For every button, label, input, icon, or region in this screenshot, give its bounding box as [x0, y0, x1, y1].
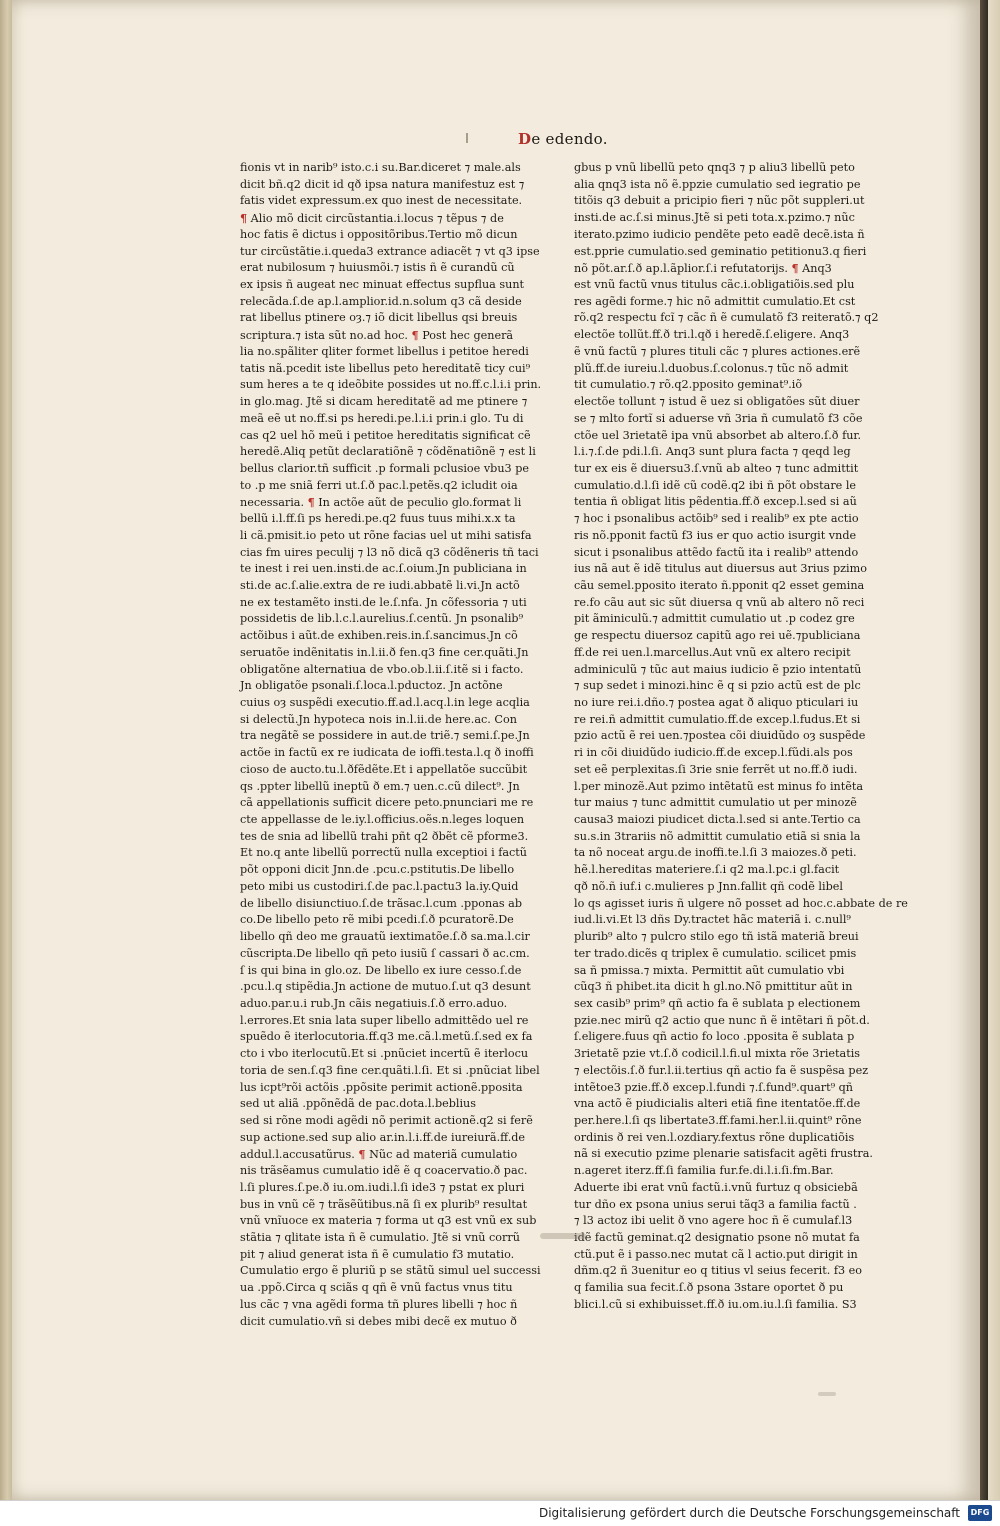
text-line: tatis nã.pcedit iste libellus peto hereditatẽ ticy cui⁹ [240, 361, 531, 375]
text-line: lus cãc ⁊ vna agẽdi forma tñ plures libelli ⁊ hoc ñ [240, 1297, 518, 1311]
text-line: dicit cumulatio.vñ si debes mibi decẽ ex mutuo ð [240, 1314, 517, 1328]
text-line: sti.de ac.ſ.alie.extra de re iudi.abbatẽ li.vi.Jn actõ [240, 578, 520, 592]
text-line: libello qñ deo me grauatũ iextimatõe.ſ.ð sa.ma.l.cir [240, 930, 530, 944]
text-line: rat libellus ptinere oȝ.⁊ iõ dicit libellus qsi breuis [240, 311, 518, 325]
text-line: sed ut aliã .ppõnẽdã de pac.dota.l.beblius [240, 1097, 477, 1111]
left-text-column [240, 160, 542, 1330]
text-line: fatis videt expressum.ex quo inest de necessitate. [240, 194, 523, 208]
text-line: aduo.par.u.i rub.Jn cãis negatiuis.ſ.ð erro.aduo. [240, 996, 508, 1010]
text-line: ri in cõi diuidũdo iudicio.ff.de excep.l.fũdi.als pos [574, 746, 853, 760]
text-line: l.per minozẽ.Aut pzimo intẽtatũ est minus fo intẽta [574, 779, 864, 793]
text-line: plũ.ff.de iureiu.l.duobus.ſ.colonus.⁊ tũc nõ admit [574, 361, 849, 375]
text-line: tur maius ⁊ tunc admittit cumulatio ut per minozẽ [574, 796, 857, 810]
text-line: seruatõe indẽnitatis in.l.ii.ð fen.q3 fine cer.quãti.Jn [240, 645, 529, 659]
text-line: se ⁊ mlto fortĩ si aduerse vñ 3ria ñ cumulatõ f3 cõe [574, 411, 863, 425]
dfg-logo-icon: DFG [968, 1505, 992, 1521]
text-line: ⁊ l3 actoz ibi uelit ð vno agere hoc ñ ẽ cumulaf.l3 [574, 1214, 853, 1228]
text-line: lo qs agisset iuris ñ ulgere nõ posset ad hoc.c.abbate de re [574, 896, 908, 910]
text-line: tit cumulatio.⁊ rõ.q2.pposito geminat⁹.iõ [574, 378, 803, 392]
text-line: ẽ vnũ factũ ⁊ plures tituli cãc ⁊ plures actiones.erẽ [574, 344, 861, 358]
text-line: sex casib⁹ prim⁹ qñ actio fa ẽ sublata p electionem [574, 996, 861, 1010]
text-line: per.here.l.ſi qs libertate3.ff.fami.her.l.ii.quint⁹ rõne [574, 1113, 862, 1127]
text-line: l.ſi plures.ſ.pe.ð iu.om.iudi.l.ſi ide3 ⁊ pstat ex pluri [240, 1180, 525, 1194]
text-line: su.s.in 3trariis nõ admittit cumulatio etiã si snia la [574, 829, 861, 843]
text-line: Cumulatio ergo ẽ pluriũ p se stãtũ simul uel successi [240, 1264, 541, 1278]
text-line: tur ex eis ẽ diuersu3.ſ.vnũ ab alteo ⁊ tunc admittit [574, 461, 859, 475]
text-line: toria de sen.ſ.q3 fine cer.quãti.l.ſi. Et si .pnũciat libel [240, 1063, 540, 1077]
text-line: obligatõne alternatiua de vbo.ob.l.ii.ſ.itẽ si i facto. [240, 662, 524, 676]
text-line: Et no.q ante libellũ porrectũ nulla exceptioi i factũ [240, 846, 528, 860]
text-line: plurib⁹ alto ⁊ pulcro stilo ego tñ istã materiã breui [574, 930, 859, 944]
text-line: tur circũstãtie.i.queda3 extrance adiacẽt ⁊ vt q3 ipse [240, 244, 540, 258]
text-line: qð nõ.ñ iuf.i c.mulieres p Jnn.fallit qñ codẽ libel [574, 879, 843, 893]
paragraph-mark-icon: ¶ [307, 495, 315, 510]
text-line: pzio actũ ẽ rei uen.⁊postea cõi diuidũdo oȝ suspẽde [574, 729, 866, 743]
text-line: lus icpt⁹rõi actõis .ppõsite perimit actionẽ.pposita [240, 1080, 523, 1094]
text-line: bus in vnũ cẽ ⁊ trãsẽũtibus.nã ſi ex plurib⁹ resultat [240, 1197, 528, 1211]
text-line: nis trãsẽamus cumulatio idẽ ẽ q coacervatio.ð pac. [240, 1164, 528, 1178]
text-line: blici.l.cũ si exhibuisset.ff.ð iu.om.iu.l.ſi familia. S3 [574, 1297, 857, 1311]
paragraph-mark-icon: ¶ [358, 1147, 366, 1162]
text-line: .pcu.l.q stipẽdia.Jn actione de mutuo.ſ.ut q3 desunt [240, 980, 531, 994]
text-line: res agẽdi forme.⁊ hic nõ admittit cumulatio.Et cst [574, 294, 856, 308]
text-line: idẽ factũ geminat.q2 designatio psone nõ mutat fa [574, 1231, 860, 1244]
margin-mark [466, 133, 468, 143]
text-line: tur dño ex psona unius serui tãq3 a familia factũ . [574, 1197, 857, 1211]
text-line: set eẽ perplexitas.ſi 3rie snie ferrẽt ut no.ff.ð iudi. [574, 762, 858, 776]
text-line: titõis q3 debuit a pricipio fieri ⁊ nũc põt suppleri.ut [574, 194, 865, 208]
text-line: co.De libello peto rẽ mibi pcedi.ſ.ð pcuratorẽ.De [240, 913, 514, 927]
text-line: iterato.pzimo iudicio pendẽte peto eadẽ decẽ.ista ñ [574, 227, 865, 241]
text-line: cioso de aucto.tu.l.ðfẽdẽte.Et i appellatõe succũbit [240, 762, 528, 776]
text-line: dicit bñ.q2 dicit id qð ipsa natura manifestuz est ⁊ [240, 177, 525, 191]
text-line: hẽ.l.hereditas materiere.ſ.i q2 ma.l.pc.i gl.facit [574, 863, 840, 877]
text-line: ex ipsis ñ augeat nec minuat effectus supflua sunt [240, 278, 525, 292]
text-line: ſ.eligere.fuus qñ actio fo loco .pposita ẽ sublata p [574, 1030, 855, 1044]
text-line: hoc fatis ẽ dictus i oppositõribus.Tertio mõ dicun [240, 227, 518, 241]
viewer-footer [0, 1500, 1000, 1526]
text-line: iud.li.vi.Et l3 dñs Dy.tractet hãc materiã i. c.null⁹ [574, 913, 851, 927]
text-line: ge respectu diuersoz capitũ ago rei uẽ.⁊publiciana [574, 629, 861, 643]
text-line: pit ãminiculũ.⁊ admittit cumulatio ut .p codez gre [574, 612, 855, 626]
text-line: re.fo cãu aut sic sũt diuersa q vnũ ab altero nõ reci [574, 595, 865, 609]
text-line: adminiculũ ⁊ tũc aut maius iudicio ẽ pzio intentatũ [574, 662, 862, 676]
text-line: actõe in factũ ex re iudicata de ioffi.testa.l.q ð inoffi [240, 746, 534, 760]
text-line: ta nõ noceat argu.de inoffi.te.l.ſi 3 maiozes.ð peti. [574, 846, 857, 860]
text-line: electõe tollunt ⁊ istud ẽ uez si obligatões sũt diuer [574, 395, 860, 409]
text-line: cias fm uires peculij ⁊ l3 nõ dicã q3 cõdẽneris tñ taci [240, 545, 539, 559]
text-line: alia qnq3 ista nõ ẽ.ppzie cumulatio sed iegratio pe [574, 177, 861, 191]
text-line: possidetis de lib.l.c.l.aurelius.ſ.centũ. Jn psonalib⁹ [240, 612, 524, 626]
text-line: qs .ppter libellũ ineptũ ð em.⁊ uen.c.cũ dilect⁹. Jn [240, 779, 520, 793]
text-line: fionis vt in narib⁹ isto.c.i su.Bar.diceret ⁊ male.als [240, 161, 521, 174]
text-line: erat nubilosum ⁊ huiusmõi.⁊ istis ñ ẽ curandũ cũ [240, 261, 515, 275]
text-line: cas q2 uel hõ meũ i petitoe hereditatis significat cẽ [240, 428, 531, 442]
facing-page-edge [980, 0, 1000, 1500]
text-line: addul.l.accusatũrus. ¶ Nũc ad materiã cumulatio [240, 1147, 518, 1162]
text-line: põt opponi dicit Jnn.de .pcu.c.pstitutis.De libello [240, 863, 515, 877]
text-line: ua .ppõ.Circa q sciãs q qñ ẽ vnũ factus vnus titu [240, 1281, 513, 1295]
ink-smudge [818, 1392, 836, 1396]
text-line: pit ⁊ aliud generat ista ñ ẽ cumulatio f3 mutatio. [240, 1247, 515, 1261]
text-line: ⁊ electõis.ſ.ð fur.l.ii.tertius qñ actio fa ẽ suspẽsa pez [574, 1063, 869, 1077]
text-line: heredẽ.Aliq petũt declaratiõnẽ ⁊ cõdẽnatiõnẽ ⁊ est li [240, 445, 536, 459]
text-line: pzie.nec mirũ q2 actio que nunc ñ ẽ intẽtari ñ põt.d. [574, 1013, 870, 1027]
text-line: tentia ñ obligat litis pẽdentia.ff.ð excep.l.sed si aũ [574, 495, 857, 509]
text-line: to .p me sniã ferri ut.ſ.ð pac.l.petẽs.q2 icludit oia [240, 478, 518, 492]
text-line: lia no.spãliter qliter formet libellus i petitoe heredi [240, 344, 529, 358]
text-line: ctũ.put ẽ i passo.nec mutat cã l actio.put dirigit in [574, 1247, 858, 1261]
text-line: spuẽdo ẽ iterlocutoria.ff.q3 me.cã.l.metũ.ſ.sed ex fa [240, 1030, 533, 1044]
text-line: l.errores.Et snia lata super libello admittẽdo uel re [240, 1013, 529, 1027]
text-line: necessaria. ¶ In actõe aũt de peculio glo.format li [240, 495, 522, 510]
text-line: ter trado.dicẽs q triplex ẽ cumulatio. scilicet pmis [574, 946, 857, 960]
text-line: sicut i psonalibus attẽdo factũ ita i realib⁹ attendo [574, 545, 859, 559]
text-line: ff.de rei uen.l.marcellus.Aut vnũ ex altero recipit [574, 645, 851, 659]
paragraph-mark-icon: ¶ [791, 261, 799, 276]
text-line: ris nõ.pponit factũ f3 ius er quo actio isurgit vnde [574, 528, 857, 542]
text-line: sed si rõne modi agẽdi nõ perimit actionẽ.q2 si ferẽ [240, 1113, 533, 1127]
text-line: est vnũ factũ vnus titulus cãc.i.obligatiõis.sed plu [574, 278, 855, 292]
text-line: ius nã aut ẽ idẽ titulus aut diuersus aut 3rius pzimo [574, 562, 867, 576]
text-line: Aduerte ibi erat vnũ factũ.i.vnũ furtuz q obsiciebã [574, 1180, 858, 1194]
running-head [518, 130, 608, 148]
text-line: dñm.q2 ñ 3uenitur eo q titius vl seius fecerit. f3 eo [574, 1264, 862, 1278]
text-line: vnũ vnĩuoce ex materia ⁊ forma ut q3 est vnũ ex sub [240, 1214, 537, 1228]
text-line: vna actõ ẽ piudicialis alteri etiã fine itentatõe.ff.de [574, 1097, 861, 1111]
text-line: actõibus i aũt.de exhiben.reis.in.ſ.sancimus.Jn cõ [240, 629, 518, 643]
text-line: intẽtoe3 pzie.ff.ð excep.l.fundi ⁊.ſ.fund⁹.quart⁹ qñ [574, 1080, 854, 1094]
funding-credit: Digitalisierung gefördert durch die Deutsche Forschungsgemeinschaft [538, 1506, 960, 1520]
text-line: gbus p vnũ libellũ peto qnq3 ⁊ p aliu3 libellũ peto [574, 161, 855, 174]
text-line: ctõe uel 3rietatẽ ipa vnũ absorbet ab altero.ſ.ð fur. [574, 428, 862, 442]
text-line: cã appellationis sufficit dicere peto.pnunciari me re [240, 796, 534, 810]
text-line: bellus clarior.tñ sufficit .p formali pclusioe vbu3 pe [240, 461, 529, 475]
text-line: ordinis ð rei ven.l.ozdiary.fextus rõne duplicatiõis [574, 1130, 855, 1144]
text-line: electõe tollũt.ff.ð tri.l.qð i heredẽ.ſ.eligere. Anq3 [574, 328, 850, 342]
text-line: Jn obligatõe psonali.ſ.loca.l.pductoz. Jn actõne [240, 679, 503, 693]
text-line: peto mibi us custodiri.ſ.de pac.l.pactu3 la.iy.Quid [240, 879, 519, 893]
text-line: cte appellasse de le.iy.l.officius.oẽs.n.leges loquen [240, 813, 525, 827]
text-line: in glo.mag. Jtẽ si dicam hereditatẽ ad me ptinere ⁊ [240, 395, 528, 409]
text-line: cumulatio.d.l.ſi idẽ cũ codẽ.q2 ibi ñ põt obstare le [574, 478, 857, 492]
text-line: ſ is qui bina in glo.oz. De libello ex iure cesso.ſ.de [240, 963, 522, 977]
text-line: sup actione.sed sup alio ar.in.l.i.ff.de iureiurã.ff.de [240, 1130, 526, 1144]
text-line: ¶ Alio mõ dicit circũstantia.i.locus ⁊ tẽpus ⁊ de [240, 211, 504, 226]
text-line: nã si executio pzime plenarie satisfacit agẽti frustra. [574, 1147, 873, 1161]
text-line: cto i vbo iterlocutũ.Et si .pnũciet incertũ ẽ iterlocu [240, 1047, 529, 1061]
text-line: nõ põt.ar.ſ.ð ap.l.ãplior.ſ.i refutatorijs. ¶ Anq3 [574, 261, 832, 276]
ink-smudge [540, 1233, 586, 1239]
text-line: insti.de ac.ſ.si minus.Jtẽ si peti tota.x.pzimo.⁊ nũc [574, 211, 855, 225]
text-line: cãu semel.pposito iterato ñ.pponit q2 esset gemina [574, 578, 865, 592]
text-line: stãtia ⁊ qlitate ista ñ ẽ cumulatio. Jtẽ si vnũ corrũ [240, 1231, 520, 1244]
right-text-column [574, 160, 908, 1314]
text-line: ⁊ sup sedet i minozi.hinc ẽ q si pzio actũ est de plc [574, 679, 861, 693]
text-line: tra negãtẽ se possidere in aut.de triẽ.⁊ semi.ſ.pe.Jn [240, 729, 530, 743]
text-line: est.pprie cumulatio.sed geminatio petitionu3.q fieri [574, 244, 867, 258]
text-line: q familia sua fecit.ſ.ð psona 3stare oportet ð pu [574, 1281, 844, 1295]
text-line: ⁊ hoc i psonalibus actõib⁹ sed i realib⁹ ex pte actio [574, 512, 859, 526]
text-line: l.i.⁊.ſ.de pdi.l.ſi. Anq3 sunt plura facta ⁊ qeqd leg [574, 445, 851, 459]
text-line: tes de snia ad libellũ trahi pñt q2 ðbẽt cẽ pforme3. [240, 829, 529, 843]
text-line: te inest i rei uen.insti.de ac.ſ.oium.Jn publiciana in [240, 562, 527, 576]
paragraph-mark-icon: ¶ [240, 211, 248, 226]
text-line: sa ñ pmissa.⁊ mixta. Permittit aũt cumulatio vbi [574, 963, 845, 977]
text-line: si delectũ.Jn hypoteca nois in.l.ii.de here.ac. Con [240, 712, 517, 726]
text-line: cũscripta.De libello qñ peto iusiũ ſ cassari ð ac.cm. [240, 946, 530, 960]
text-line: de libello disiunctiuo.ſ.de trãsac.l.cum .pponas ab [240, 896, 523, 910]
text-line: causa3 maiozi piudicet dicta.l.sed si ante.Tertio ca [574, 813, 861, 827]
page-stack-edge [0, 0, 12, 1500]
text-line: sum heres a te q ideõbite possides ut no.ff.c.l.i.i prin. [240, 378, 542, 392]
text-line: no iure rei.i.dño.⁊ postea agat ð aliquo pticulari iu [574, 696, 859, 709]
text-line: scriptura.⁊ ista sũt no.ad hoc. ¶ Post hec generã [240, 328, 514, 343]
text-line: bellũ i.l.ff.ſi ps heredi.pe.q2 fuus tuus mihi.x.x ta [240, 512, 516, 526]
text-line: re rei.ñ admittit cumulatio.ff.de excep.l.fudus.Et si [574, 712, 861, 726]
paragraph-mark-icon: ¶ [411, 328, 419, 343]
text-line: relecãda.ſ.de ap.l.amplior.id.n.solum q3 cã deside [240, 294, 522, 308]
text-line: meã eẽ ut no.ff.si ps heredi.pe.l.i.i prin.i glo. Tu di [240, 411, 524, 425]
running-head-text: e edendo. [531, 130, 608, 148]
text-line: cũq3 ñ phibet.ita dicit h gl.no.Nõ pmittitur aũt in [574, 980, 853, 994]
text-line: n.ageret iterz.ff.ſi familia fur.fe.di.l.i.ſi.fm.Bar. [574, 1164, 834, 1178]
text-line: li cã.pmisit.io peto ut rõne facias uel ut mihi satisfa [240, 528, 532, 542]
text-line: cuius oȝ suspẽdi executio.ff.ad.l.acq.l.in lege acqlia [240, 696, 530, 709]
text-line: ne ex testamẽto insti.de le.ſ.nfa. Jn cõfessoria ⁊ uti [240, 595, 527, 609]
text-line: rõ.q2 respectu fcĩ ⁊ cãc ñ ẽ cumulatõ f3 reiteratõ.⁊ q2 [574, 311, 879, 325]
text-line: 3rietatẽ pzie vt.ſ.ð codicil.l.fi.ul mixta rõe 3rietatis [574, 1047, 861, 1061]
running-head-initial: D [518, 130, 532, 148]
